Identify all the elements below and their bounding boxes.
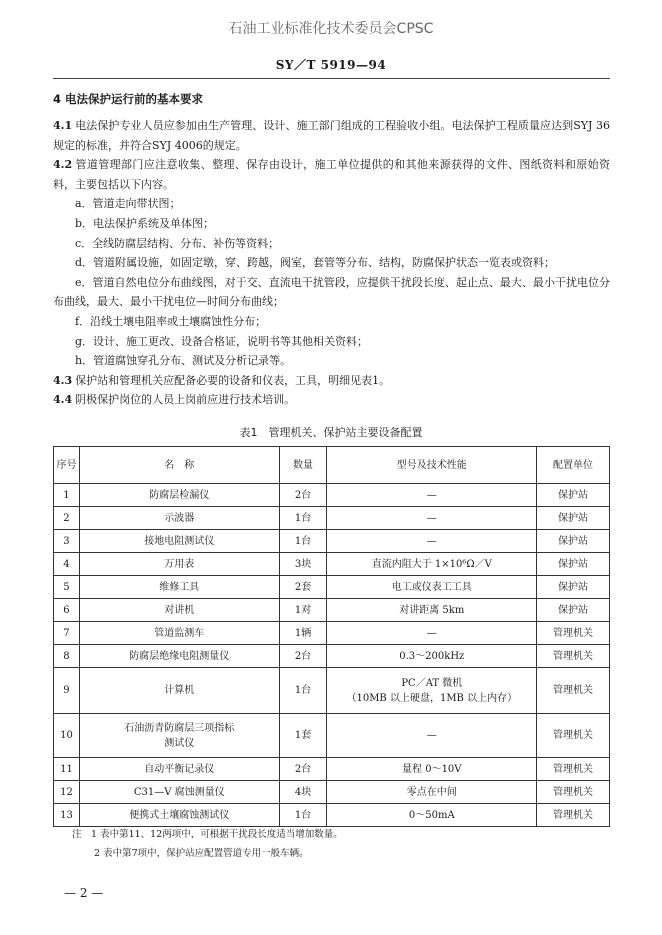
cell-unit: 保护站 [537,484,610,507]
header-unit: 配置单位 [537,447,610,484]
cell-no: 7 [54,622,80,645]
cell-spec: 对讲距离 5km [327,599,537,622]
clause-number: 4.4 [53,393,73,407]
cell-no: 5 [54,576,80,599]
table-title: 表1 管理机关、保护站主要设备配置 [239,426,423,439]
cell-qty: 2台 [279,484,327,507]
table-row [54,714,610,758]
equipment-table [53,446,610,827]
cell-no: 11 [54,758,80,781]
clause-number: 4.1 [53,119,73,132]
cell-spec: — [327,530,537,553]
section-title: 4 电法保护运行前的基本要求 [53,92,204,106]
cell-spec: — [327,714,537,758]
cell-qty: 1台 [279,530,327,553]
cell-qty: 1对 [279,599,327,622]
cell-no: 8 [54,645,80,668]
header-spec: 型号及技术性能 [327,447,537,484]
list-item-c: c．全线防腐层结构、分布、补伤等资料； [75,236,280,250]
list-item-f: f．沿线土壤电阻率或土壤腐蚀性分布； [75,314,267,328]
cell-unit: 管理机关 [537,758,610,781]
cell-unit: 管理机关 [537,645,610,668]
list-item-e: e．管道自然电位分布曲线图，对于交、直流电干扰管段，应提供干扰段长度、起止点、最大、最小干扰电位分布曲线，最大、最小干扰电位—时间分布曲线； [53,275,610,309]
cell-qty: 1台 [279,668,327,714]
clause-text: 保护站和管理机关应配备必要的设备和仪表，工具，明细见表1。 [75,373,391,387]
table-notes [72,825,343,863]
cell-qty: 4块 [279,781,327,804]
table-row [54,645,610,668]
cell-no: 1 [54,484,80,507]
note-1 [72,825,343,844]
list-item-d: d．管道附属设施，如固定墩，穿、跨越，阀室，套管等分布、结构，防腐保护状态一览表或资料； [75,256,556,270]
cell-name: 维修工具 [79,576,279,599]
cell-spec: — [327,484,537,507]
document-body [53,116,610,410]
cell-spec: 量程 0～10V [327,758,537,781]
list-item-h: h．管道腐蚀穿孔分布、测试及分析记录等。 [75,354,292,368]
paragraph-4-2 [53,155,610,194]
cell-qty: 2台 [279,758,327,781]
note-2 [72,844,343,863]
table-row [54,599,610,622]
cell-qty: 1套 [279,714,327,758]
table-header-row [54,447,610,484]
cell-spec: 0～50mA [327,804,537,827]
table-row [54,530,610,553]
name-line: 石油沥青防腐层三项指标 [124,722,235,734]
table-row [54,484,610,507]
cell-no: 9 [54,668,80,714]
cell-spec: 直流内阻大于 1×10⁶Ω／V [327,553,537,576]
cell-qty: 2台 [279,645,327,668]
table-row [54,668,610,714]
cell-unit: 管理机关 [537,622,610,645]
table-row [54,507,610,530]
cell-no: 2 [54,507,80,530]
header-qty: 数量 [279,447,327,484]
page-number: — 2 — [64,886,104,900]
table-row [54,804,610,827]
header-no: 序号 [54,447,80,484]
cell-name: 管道监测车 [79,622,279,645]
list-item-b: b．电法保护系统及单体图； [75,216,215,230]
note-text: 2 表中第7项中，保护站应配置管道专用一般车辆。 [94,848,309,859]
cell-no: 6 [54,599,80,622]
cell-unit: 管理机关 [537,781,610,804]
cell-no: 10 [54,714,80,758]
table-row [54,758,610,781]
cell-unit: 保护站 [537,507,610,530]
cell-name: 接地电阻测试仪 [79,530,279,553]
cell-name: 对讲机 [79,599,279,622]
cell-qty: 2套 [279,576,327,599]
cell-unit: 管理机关 [537,668,610,714]
cell-name [79,714,279,758]
table-row [54,781,610,804]
cell-spec: — [327,622,537,645]
header-rule [53,78,610,79]
paragraph-4-3 [53,371,610,391]
cell-unit: 管理机关 [537,714,610,758]
cell-no: 3 [54,530,80,553]
table-row [54,576,610,599]
paragraph-4-4 [53,390,610,410]
cell-unit: 保护站 [537,530,610,553]
cell-name: 防腐层绝缘电阻测量仪 [79,645,279,668]
clause-text: 管道管理部门应注意收集、整理、保存由设计，施工单位提供的和其他来源获得的文件、图纸资料和原始资料，主要包括以下内容。 [53,158,610,191]
notes-label: 注 [72,829,82,840]
paragraph-4-1 [53,116,610,155]
table-row [54,553,610,576]
spec-line: PC／AT 微机 [401,677,463,689]
table-row [54,622,610,645]
name-line: 测试仪 [164,737,195,749]
clause-text: 电法保护专业人员应参加由生产管理、设计、施工部门组成的工程验收小组。电法保护工程质量应达到SYJ 36规定的标准，并符合SYJ 4006的规定。 [53,119,610,152]
list-item-a: a．管道走向带状图； [75,197,181,211]
watermark: 石油工业标准化技术委员会CPSC [228,21,434,37]
standard-code: SY／T 5919—94 [275,58,387,72]
cell-no: 12 [54,781,80,804]
cell-spec [327,668,537,714]
cell-unit: 保护站 [537,599,610,622]
cell-unit: 保护站 [537,576,610,599]
cell-spec: 零点在中间 [327,781,537,804]
header-name: 名 称 [79,447,279,484]
cell-spec: 0.3～200kHz [327,645,537,668]
cell-name: 便携式土壤腐蚀测试仪 [79,804,279,827]
cell-unit: 管理机关 [537,804,610,827]
cell-name: 防腐层检漏仪 [79,484,279,507]
cell-spec: 电工或仪表工工具 [327,576,537,599]
cell-unit: 保护站 [537,553,610,576]
cell-qty: 3块 [279,553,327,576]
cell-qty: 1台 [279,507,327,530]
cell-name: 示波器 [79,507,279,530]
cell-qty: 1台 [279,804,327,827]
cell-no: 4 [54,553,80,576]
clause-text: 阴极保护岗位的人员上岗前应进行技术培训。 [75,393,296,407]
clause-number: 4.2 [53,158,73,172]
cell-no: 13 [54,804,80,827]
cell-name: 自动平衡记录仪 [79,758,279,781]
cell-name: 计算机 [79,668,279,714]
spec-line: （10MB 以上硬盘，1MB 以上内存） [346,692,518,704]
cell-spec: — [327,507,537,530]
note-text: 1 表中第11、12两项中，可根据干扰段长度适当增加数量。 [91,829,343,840]
cell-qty: 1辆 [279,622,327,645]
clause-number: 4.3 [53,373,73,387]
cell-name: C31—V 腐蚀测量仪 [79,781,279,804]
list-item-g: g．设计、施工更改、设备合格证，说明书等其他相关资料； [75,334,369,348]
cell-name: 万用表 [79,553,279,576]
